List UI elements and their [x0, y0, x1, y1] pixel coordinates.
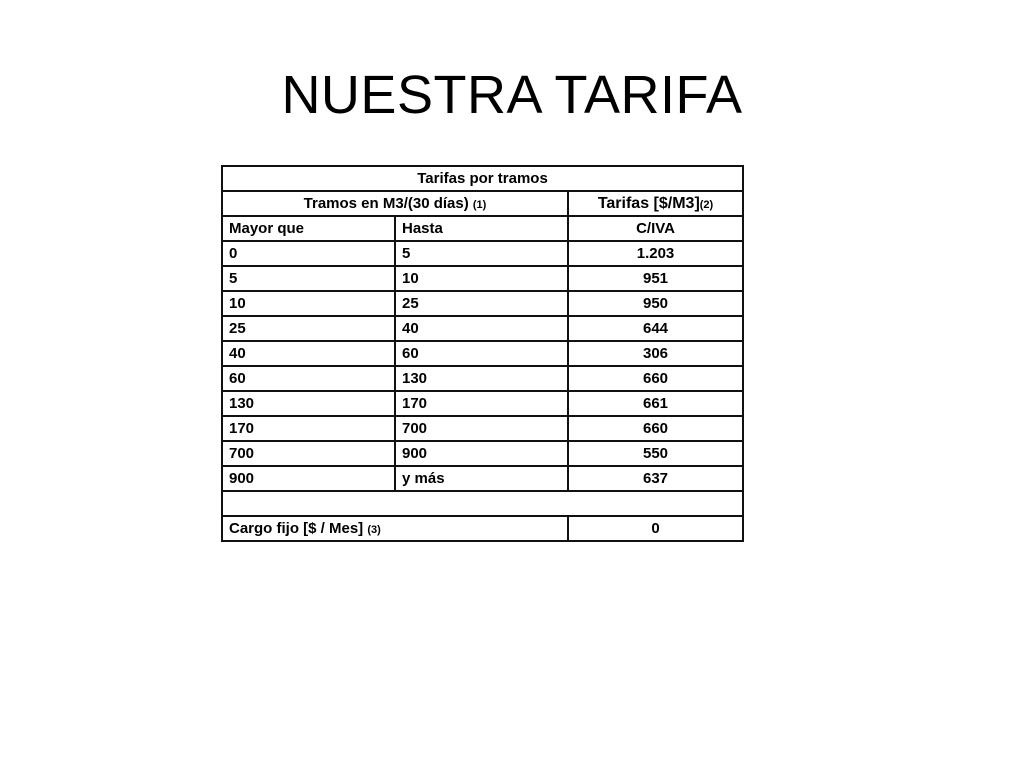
cell-rate: 660	[568, 366, 743, 391]
table-caption: Tarifas por tramos	[222, 166, 743, 191]
fixed-charge-value: 0	[568, 516, 743, 541]
cell-from: 10	[222, 291, 395, 316]
group-left-label: Tramos en M3/(30 días)	[303, 195, 469, 212]
group-right-label: Tarifas [$/M3]	[597, 194, 700, 212]
group-header-row	[222, 191, 743, 216]
col-header-hasta: Hasta	[395, 216, 568, 241]
cell-to: 170	[395, 391, 568, 416]
group-right-header	[568, 191, 743, 216]
cell-to: 700	[395, 416, 568, 441]
table-row	[222, 391, 743, 416]
cell-from: 900	[222, 466, 395, 491]
fixed-charge-row	[222, 516, 743, 541]
group-left-header	[222, 191, 568, 216]
cell-to: 25	[395, 291, 568, 316]
table-row	[222, 241, 743, 266]
cell-rate: 660	[568, 416, 743, 441]
cell-to: y más	[395, 466, 568, 491]
fixed-charge-note: (3)	[367, 524, 381, 536]
cell-to: 10	[395, 266, 568, 291]
cell-from: 40	[222, 341, 395, 366]
cell-to: 40	[395, 316, 568, 341]
cell-rate: 950	[568, 291, 743, 316]
fixed-charge-label-cell	[222, 516, 568, 541]
cell-from: 5	[222, 266, 395, 291]
cell-to: 130	[395, 366, 568, 391]
table-row	[222, 466, 743, 491]
table-row	[222, 341, 743, 366]
group-right-note: (2)	[699, 198, 714, 211]
cell-from: 25	[222, 316, 395, 341]
cell-rate: 550	[568, 441, 743, 466]
cell-rate: 644	[568, 316, 743, 341]
cell-from: 130	[222, 391, 395, 416]
cell-rate: 661	[568, 391, 743, 416]
table-row	[222, 416, 743, 441]
cell-rate: 637	[568, 466, 743, 491]
col-header-mayor-que: Mayor que	[222, 216, 395, 241]
slide-title: NUESTRA TARIFA	[281, 65, 743, 125]
empty-cell	[222, 491, 743, 516]
fixed-charge-label: Cargo fijo [$ / Mes]	[229, 520, 364, 537]
table-row	[222, 366, 743, 391]
cell-rate: 1.203	[568, 241, 743, 266]
group-left-note: (1)	[472, 199, 487, 211]
empty-row	[222, 491, 743, 516]
column-header-row	[222, 216, 743, 241]
cell-rate: 951	[568, 266, 743, 291]
table-row	[222, 441, 743, 466]
cell-to: 5	[395, 241, 568, 266]
cell-rate: 306	[568, 341, 743, 366]
cell-to: 900	[395, 441, 568, 466]
cell-from: 700	[222, 441, 395, 466]
table-row	[222, 291, 743, 316]
col-header-civa: C/IVA	[568, 216, 743, 241]
table-row	[222, 316, 743, 341]
table-row	[222, 266, 743, 291]
table-caption-row	[222, 166, 743, 191]
cell-from: 0	[222, 241, 395, 266]
cell-to: 60	[395, 341, 568, 366]
cell-from: 60	[222, 366, 395, 391]
cell-from: 170	[222, 416, 395, 441]
tariff-table	[221, 165, 744, 542]
